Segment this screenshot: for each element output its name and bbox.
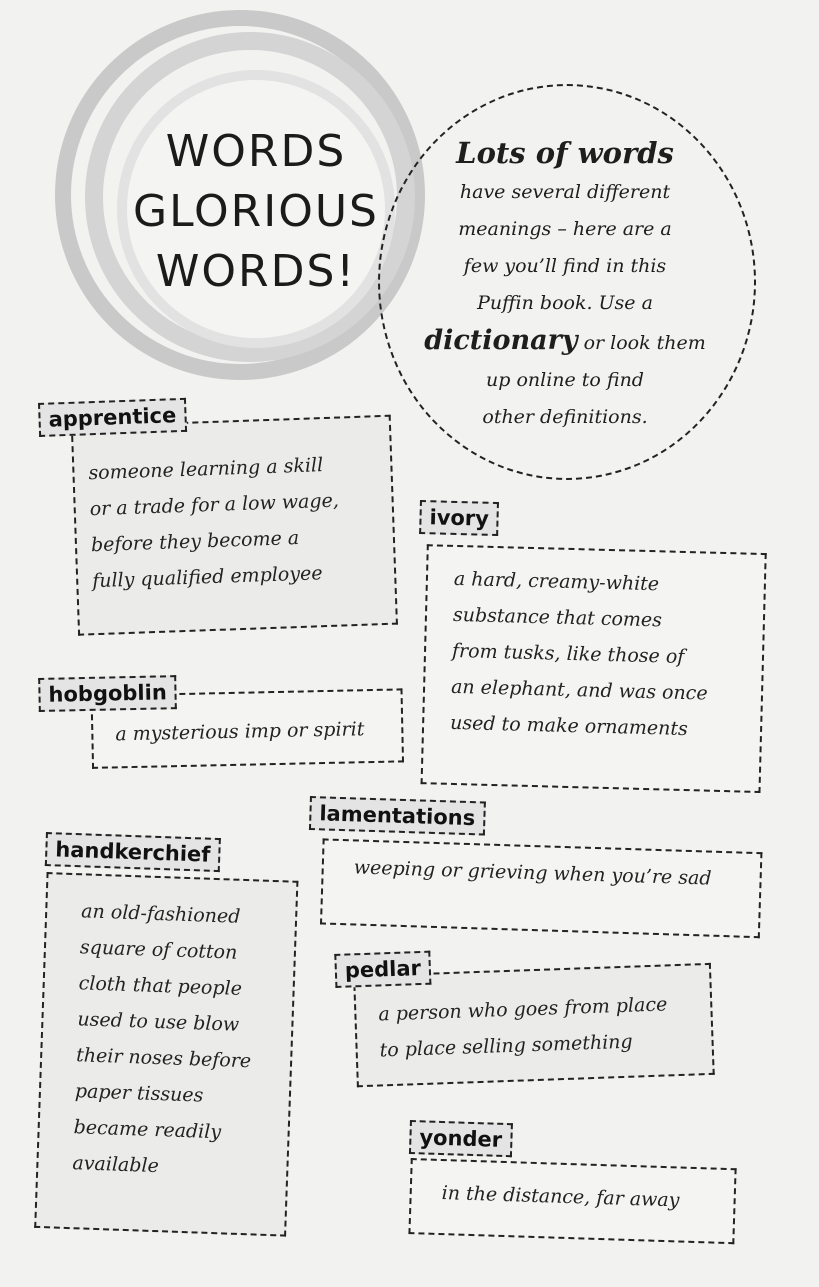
intro-line-7: other definitions.: [482, 406, 648, 428]
definition-line: substance that comes: [452, 603, 663, 632]
definition-line: a mysterious imp or spirit: [115, 718, 365, 746]
intro-line-1: have several different: [459, 181, 671, 203]
word-label: hobgoblin: [38, 675, 177, 712]
definition-line: a hard, creamy-white: [453, 567, 660, 596]
definition-line: from tusks, like those of: [451, 639, 685, 668]
page-title: [117, 122, 395, 302]
definition-line: cloth that people: [78, 972, 243, 1000]
title-line-1: WORDS: [165, 126, 347, 177]
dictionary-emphasis: dictionary: [424, 325, 578, 356]
definition-line: available: [72, 1152, 160, 1178]
word-label: ivory: [419, 500, 499, 536]
definition-line: in the distance, far away: [441, 1182, 680, 1212]
intro-heading: Lots of words: [456, 136, 674, 170]
definition-line: used to use blow: [77, 1008, 240, 1036]
definition-line: became readily: [73, 1116, 222, 1144]
word-label: handkerchief: [45, 832, 221, 872]
title-line-3: WORDS!: [155, 246, 357, 297]
definition-line: paper tissues: [74, 1080, 204, 1107]
definition-line: a person who goes from place: [378, 993, 668, 1026]
definition-line: fully qualified employee: [91, 562, 323, 593]
intro-line-6: up online to find: [486, 369, 644, 391]
intro-line-4: Puffin book. Use a: [477, 292, 653, 314]
word-definition: [408, 1158, 736, 1244]
intro-line-3: few you’ll find in this: [463, 255, 667, 277]
word-definition: [320, 838, 762, 938]
definition-line: used to make ornaments: [449, 711, 689, 741]
intro-line-5: [400, 322, 730, 362]
intro-line-5-rest: or look them: [577, 332, 706, 354]
title-line-2: GLORIOUS: [133, 186, 379, 237]
definition-line: weeping or grieving when you’re sad: [353, 856, 712, 890]
word-label: yonder: [409, 1120, 513, 1157]
word-definition: [71, 415, 398, 636]
word-definition: [34, 872, 298, 1237]
definition-line: someone learning a skill: [88, 454, 324, 485]
word-label: lamentations: [309, 796, 486, 836]
definition-line: an elephant, and was once: [450, 675, 708, 705]
word-label: apprentice: [38, 398, 187, 437]
definition-line: before they become a: [90, 526, 300, 557]
definition-line: their noses before: [75, 1044, 252, 1073]
word-label: pedlar: [334, 951, 431, 988]
definition-line: to place selling something: [379, 1030, 633, 1062]
word-definition: [421, 544, 767, 793]
definition-line: square of cotton: [79, 936, 238, 964]
intro-line-2: meanings – here are a: [458, 218, 672, 240]
definition-line: an old-fashioned: [80, 900, 241, 928]
intro-text: [400, 132, 730, 436]
definition-line: or a trade for a low wage,: [89, 489, 340, 521]
